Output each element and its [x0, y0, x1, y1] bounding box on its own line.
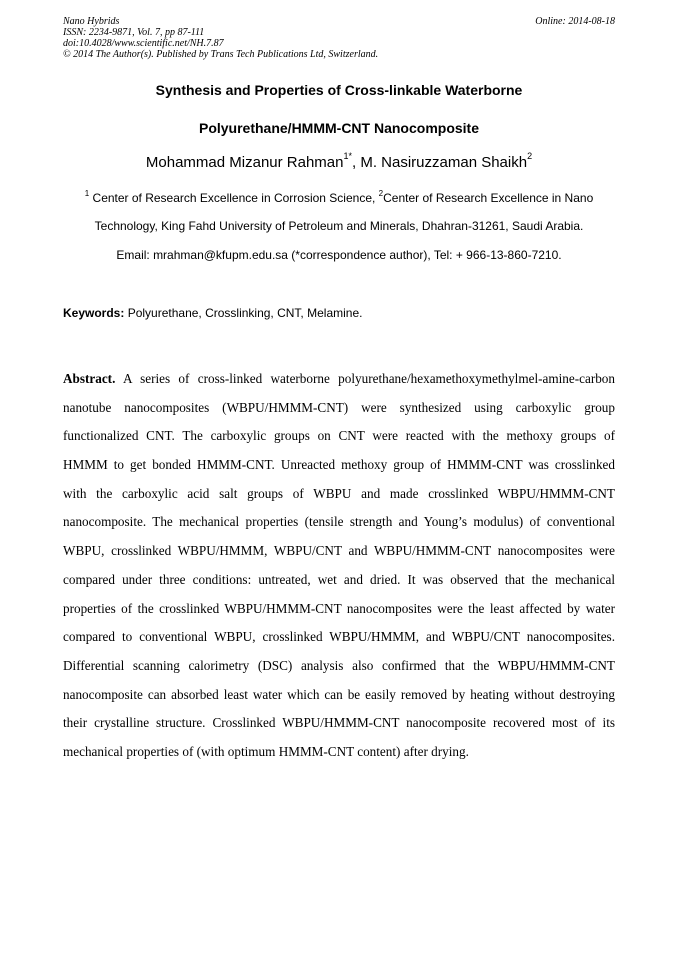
doi-line: doi:10.4028/www.scientific.net/NH.7.87 [63, 38, 224, 49]
abstract-line: mechanical properties of (with optimum HMMM-CNT content) after drying. [63, 743, 469, 759]
abstract-line: WBPU, crosslinked WBPU/HMMM, WBPU/CNT and WBPU/HMMM-CNT nanocomposites were [63, 543, 615, 559]
author-2-affiliation-mark: 2 [527, 151, 533, 161]
author-1: Mohammad Mizanur Rahman [145, 154, 344, 171]
abstract-line: properties of the crosslinked WBPU/HMMM-CNT nanocomposites were the least affected by water [63, 600, 615, 616]
abstract-line: with the carboxylic acid salt groups of WBPU and made crosslinked WBPU/HMMM-CNT [63, 485, 615, 501]
affiliation-1-mark: 1 [84, 189, 90, 198]
contact-email: Email: mrahman@kfupm.edu.sa (*correspondence author), Tel: + 966-13-860-7210. [116, 248, 562, 262]
author-list [63, 151, 615, 171]
abstract-label: Abstract. [63, 371, 116, 386]
affiliation-line-2: Technology, King Fahd University of Petroleum and Minerals, Dhahran-31261, Saudi Arabia. [94, 219, 584, 233]
affiliation-1-text: Center of Research Excellence in Corrosion Science, [89, 191, 379, 205]
keywords-label: Keywords: [63, 306, 125, 320]
abstract-line: nanotube nanocomposites (WBPU/HMMM-CNT) were synthesized using carboxylic group [63, 399, 615, 415]
keywords [63, 306, 615, 320]
page-header [63, 16, 615, 60]
abstract [63, 365, 615, 767]
paper-title-line-2: Polyurethane/HMMM-CNT Nanocomposite [198, 120, 479, 136]
abstract-line: HMMM to get bonded HMMM-CNT. Unreacted methoxy group of HMMM-CNT was crosslinked [63, 457, 615, 473]
affiliation-2-mark: 2 [378, 189, 384, 198]
journal-name: Nano Hybrids [63, 16, 120, 27]
abstract-line: Differential scanning calorimetry (DSC) analysis also confirmed that the WBPU/HMMM-CNT [63, 657, 615, 673]
copyright-line: © 2014 The Author(s). Published by Trans Tech Publications Ltd, Switzerland. [63, 49, 379, 60]
paper-title-line-1: Synthesis and Properties of Cross-linkable Waterborne [155, 82, 523, 98]
abstract-line: nanocomposite. The mechanical properties (tensile strength and Young’s modulus) of conventional [63, 514, 615, 530]
keywords-text: Polyurethane, Crosslinking, CNT, Melamine. [124, 306, 363, 320]
author-1-affiliation-mark: 1* [343, 151, 352, 161]
abstract-first-line-text: A series of cross-linked waterborne polyurethane/hexamethoxymethylmel-amine-carbon [115, 371, 615, 386]
abstract-line: their crystalline structure. Crosslinked WBPU/HMMM-CNT nanocomposite recovered most of its [63, 715, 615, 731]
author-2: M. Nasiruzzaman Shaikh [360, 154, 528, 171]
affiliation-line-1 [63, 191, 615, 205]
abstract-line: nanocomposite can absorbed least water which can be easily removed by heating without destroying [63, 686, 615, 702]
online-date: Online: 2014-08-18 [535, 16, 615, 27]
abstract-line: compared under three conditions: untreated, wet and dried. It was observed that the mechanical [63, 571, 615, 587]
abstract-line: functionalized CNT. The carboxylic groups on CNT were reacted with the methoxy groups of [63, 428, 615, 444]
issn-line: ISSN: 2234-9871, Vol. 7, pp 87-111 [63, 27, 205, 38]
abstract-line: compared to conventional WBPU, crosslinked WBPU/HMMM, and WBPU/CNT nanocomposites. [63, 629, 615, 645]
author-separator: , [352, 154, 361, 171]
abstract-line [63, 365, 615, 394]
affiliation-2-text: Center of Research Excellence in Nano [383, 191, 594, 205]
